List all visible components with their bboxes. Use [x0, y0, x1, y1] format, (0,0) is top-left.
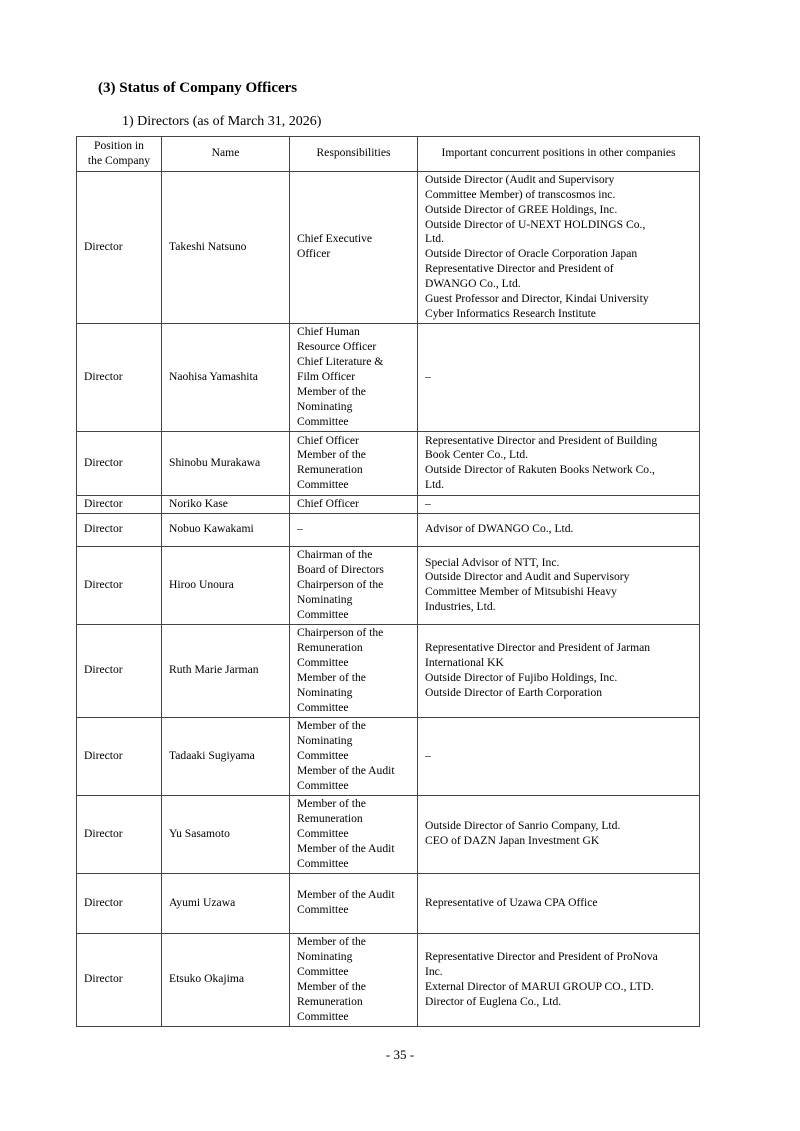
cell-concurrent-positions: Representative of Uzawa CPA Office [418, 873, 700, 933]
cell-position: Director [77, 431, 162, 495]
cell-concurrent-positions: Representative Director and President of ProNova Inc. External Director of MARUI GROUP CO., LTD. Director of Euglena Co., Ltd. [418, 933, 700, 1026]
table-row [77, 546, 700, 624]
cell-concurrent-positions: – [418, 323, 700, 431]
cell-position: Director [77, 933, 162, 1026]
cell-position: Director [77, 873, 162, 933]
cell-name: Naohisa Yamashita [162, 323, 290, 431]
table-row [77, 323, 700, 431]
cell-name: Noriko Kase [162, 495, 290, 513]
table-row [77, 933, 700, 1026]
cell-position: Director [77, 323, 162, 431]
cell-name: Nobuo Kawakami [162, 513, 290, 546]
cell-concurrent-positions: – [418, 717, 700, 795]
cell-name: Hiroo Unoura [162, 546, 290, 624]
header-position: Position in the Company [77, 137, 162, 172]
cell-concurrent-positions: Representative Director and President of Building Book Center Co., Ltd. Outside Director of Rakuten Books Network Co., Ltd. [418, 431, 700, 495]
table-row [77, 873, 700, 933]
table-row [77, 431, 700, 495]
cell-responsibilities: Chief Officer [290, 495, 418, 513]
page-number: - 35 - [385, 1047, 415, 1062]
cell-position: Director [77, 546, 162, 624]
cell-responsibilities: Chief Officer Member of the Remuneration Committee [290, 431, 418, 495]
cell-responsibilities: Member of the Nominating Committee Member of the Audit Committee [290, 717, 418, 795]
table-row [77, 513, 700, 546]
subsection-heading: 1) Directors (as of March 31, 2026) [122, 114, 322, 129]
cell-responsibilities: Member of the Nominating Committee Member of the Remuneration Committee [290, 933, 418, 1026]
table-row [77, 795, 700, 873]
table-row [77, 717, 700, 795]
cell-name: Ayumi Uzawa [162, 873, 290, 933]
cell-responsibilities: Chief Human Resource Officer Chief Literature & Film Officer Member of the Nominating Committee [290, 323, 418, 431]
section-heading: (3) Status of Company Officers [98, 80, 298, 96]
cell-name: Yu Sasamoto [162, 795, 290, 873]
cell-position: Director [77, 795, 162, 873]
cell-concurrent-positions: Outside Director (Audit and Supervisory Committee Member) of transcosmos inc. Outside Director of GREE Holdings, Inc. Outside Director of U-NEXT HOLDINGS Co., Ltd. Outside Director of Oracle Corporation Japan Representative Director and President of DWANGO Co., Ltd. Guest Professor and Director, Kindai University Cyber Informatics Research Institute [418, 171, 700, 323]
cell-position: Director [77, 513, 162, 546]
cell-responsibilities: – [290, 513, 418, 546]
cell-position: Director [77, 495, 162, 513]
cell-concurrent-positions: – [418, 495, 700, 513]
directors-table [76, 136, 700, 1027]
table-header [77, 137, 700, 172]
header-name: Name [162, 137, 290, 172]
cell-name: Takeshi Natsuno [162, 171, 290, 323]
cell-responsibilities: Chief Executive Officer [290, 171, 418, 323]
table-row [77, 171, 700, 323]
cell-responsibilities: Member of the Remuneration Committee Member of the Audit Committee [290, 795, 418, 873]
cell-name: Etsuko Okajima [162, 933, 290, 1026]
cell-concurrent-positions: Outside Director of Sanrio Company, Ltd. CEO of DAZN Japan Investment GK [418, 795, 700, 873]
cell-concurrent-positions: Special Advisor of NTT, Inc. Outside Director and Audit and Supervisory Committee Member of Mitsubishi Heavy Industries, Ltd. [418, 546, 700, 624]
cell-concurrent-positions: Representative Director and President of Jarman International KK Outside Director of Fujibo Holdings, Inc. Outside Director of Earth Corporation [418, 624, 700, 717]
table-body [77, 171, 700, 1026]
cell-name: Shinobu Murakawa [162, 431, 290, 495]
header-concurrent-positions: Important concurrent positions in other companies [418, 137, 700, 172]
cell-name: Tadaaki Sugiyama [162, 717, 290, 795]
cell-responsibilities: Chairman of the Board of Directors Chairperson of the Nominating Committee [290, 546, 418, 624]
cell-concurrent-positions: Advisor of DWANGO Co., Ltd. [418, 513, 700, 546]
table-row [77, 624, 700, 717]
cell-position: Director [77, 171, 162, 323]
cell-name: Ruth Marie Jarman [162, 624, 290, 717]
cell-responsibilities: Chairperson of the Remuneration Committee Member of the Nominating Committee [290, 624, 418, 717]
cell-responsibilities: Member of the Audit Committee [290, 873, 418, 933]
cell-position: Director [77, 624, 162, 717]
table-row [77, 495, 700, 513]
table-header-row [77, 137, 700, 172]
header-responsibilities: Responsibilities [290, 137, 418, 172]
cell-position: Director [77, 717, 162, 795]
